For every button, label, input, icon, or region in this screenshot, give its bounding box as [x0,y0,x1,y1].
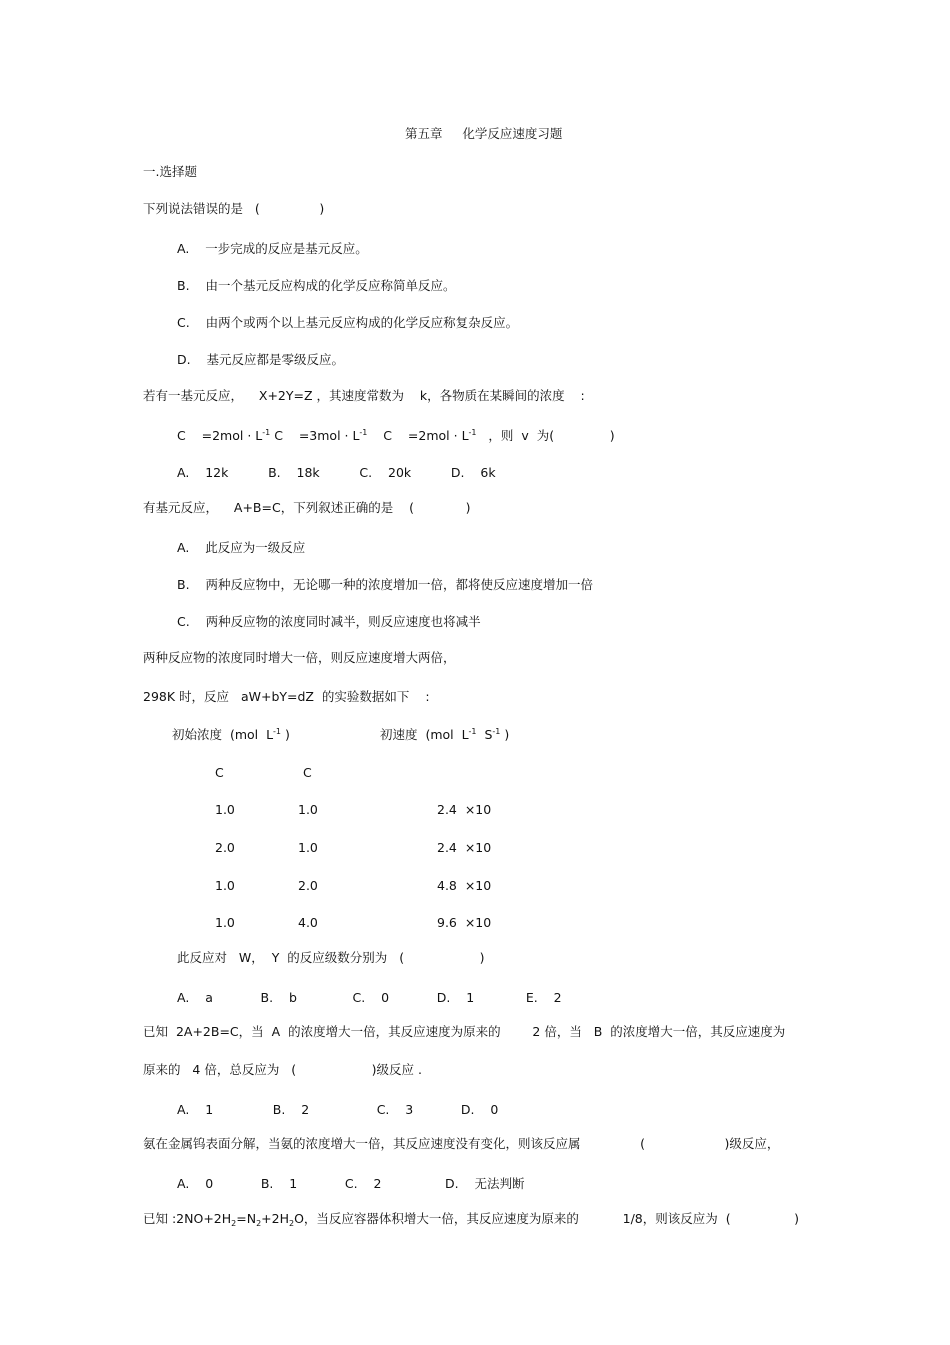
q1-option-c: C. 由两个或两个以上基元反应构成的化学反应称复杂反应。 [177,315,519,330]
q1-option-a: A. 一步完成的反应是基元反应。 [177,241,368,256]
q2-c2: C =3mol · L [270,428,360,443]
q2-stem: 若有一基元反应， X+2Y=Z ，其速度常数为 k，各物质在某瞬间的浓度 : [143,388,585,403]
q3-option-b: B. 两种反应物中，无论哪一种的浓度增加一倍，都将使反应速度增加一倍 [177,577,593,592]
table-cell-rate: 4.8 ×10 [437,878,492,893]
page-title: 第五章 化学反应速度习题 [405,126,563,141]
q6-options: A. 0 B. 1 C. 2 D. 无法判断 [177,1176,525,1191]
section-heading: 一.选择题 [143,164,197,179]
q4-ask: 此反应对 W， Y 的反应级数分别为 ( ) [177,950,485,965]
table-col-w: C [215,765,224,780]
table-cell-y: 1.0 [298,802,318,817]
q2-options: A. 12k B. 18k C. 20k D. 6k [177,465,496,480]
q7-mid2: +2H [261,1211,289,1226]
q7-sub3: 2 [289,1219,295,1228]
table-cell-w: 1.0 [215,915,235,930]
q4-options: A. a B. b C. 0 D. 1 E. 2 [177,990,562,1005]
table-cell-y: 2.0 [298,878,318,893]
q7-mid1: =N [236,1211,257,1226]
header-rate-tail: ) [500,727,510,742]
header-initial-exp: -1 [273,727,282,736]
table-cell-w: 1.0 [215,802,235,817]
q3-option-a: A. 此反应为一级反应 [177,540,306,555]
q1-option-b: B. 由一个基元反应构成的化学反应称简单反应。 [177,278,456,293]
q7-stem [143,1211,799,1227]
q2-c2-exp: -1 [359,428,368,437]
q3-stem: 有基元反应， A+B=C，下列叙述正确的是 ( ) [143,500,471,515]
table-cell-rate: 2.4 ×10 [437,840,492,855]
q2-c3: C =2mol · L [367,428,469,443]
table-header-initial-conc [172,727,290,743]
table-cell-y: 4.0 [298,915,318,930]
header-rate-exp2: -1 [492,727,501,736]
table-cell-rate: 9.6 ×10 [437,915,492,930]
q4-stem: 298K 时，反应 aW+bY=dZ 的实验数据如下 : [143,689,430,704]
q5-options: A. 1 B. 2 C. 3 D. 0 [177,1102,499,1117]
header-rate-label: 初速度 (mol L [380,727,469,742]
q7-sub2: 2 [256,1219,262,1228]
q7-sub1: 2 [231,1219,237,1228]
q2-tail: ，则 v 为( ) [476,428,615,443]
q5-stem-line1: 已知 2A+2B=C，当 A 的浓度增大一倍，其反应速度为原来的 2 倍，当 B 的浓度增大一倍，其反应速度为 [143,1024,786,1039]
table-cell-w: 1.0 [215,878,235,893]
q2-concentrations [177,428,615,444]
q2-c1: C =2mol · L [177,428,263,443]
q7-pre: 已知 :2NO+2H [143,1211,232,1226]
q2-c1-exp: -1 [262,428,271,437]
table-cell-w: 2.0 [215,840,235,855]
table-col-y: C [303,765,312,780]
q1-stem: 下列说法错误的是 ( ) [143,201,325,216]
q2-c3-exp: -1 [468,428,477,437]
table-cell-rate: 2.4 ×10 [437,802,492,817]
q5-stem-line2: 原来的 4 倍，总反应为 ( )级反应 . [143,1062,422,1077]
table-cell-y: 1.0 [298,840,318,855]
q1-option-d: D. 基元反应都是零级反应。 [177,352,344,367]
q7-post: O，当反应容器体积增大一倍，其反应速度为原来的 1/8，则该反应为 ( ) [294,1211,800,1226]
header-initial-label: 初始浓度 (mol L [172,727,274,742]
header-initial-tail: ) [281,727,290,742]
header-rate-mid: S [476,727,493,742]
q6-stem: 氨在金属钨表面分解，当氨的浓度增大一倍，其反应速度没有变化，则该反应属 ( )级反应， [143,1136,780,1151]
q3-option-d: 两种反应物的浓度同时增大一倍，则反应速度增大两倍， [143,650,456,665]
table-header-initial-rate [380,727,509,743]
header-rate-exp1: -1 [468,727,477,736]
q3-option-c: C. 两种反应物的浓度同时减半，则反应速度也将减半 [177,614,481,629]
